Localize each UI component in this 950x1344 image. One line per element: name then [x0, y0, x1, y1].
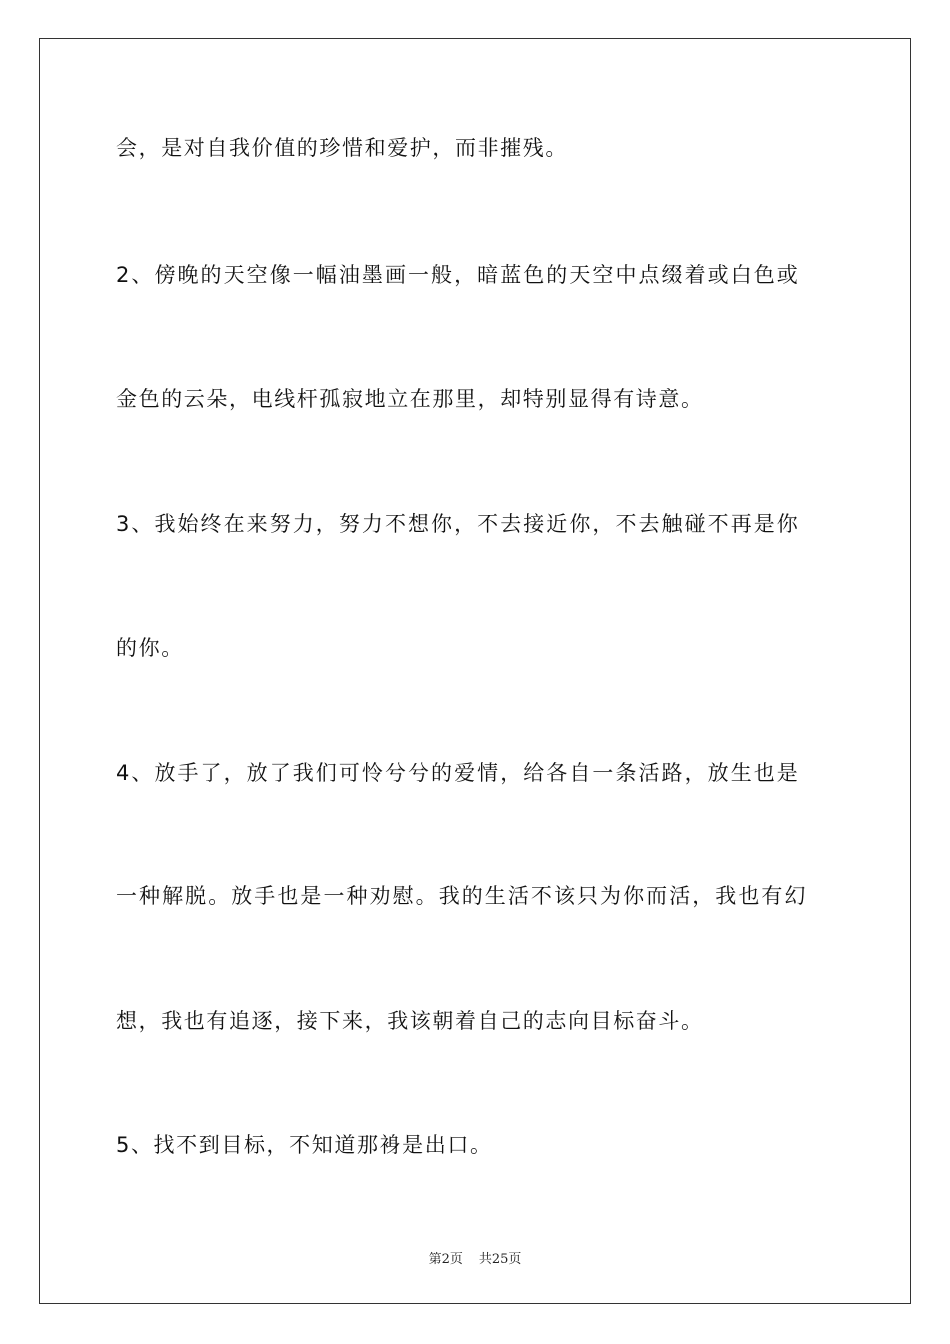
text-line: 的你。: [116, 636, 184, 660]
text-line: 3、我始终在来努力，努力不想你，不去接近你，不去触碰不再是你: [116, 512, 800, 536]
text-line: 想，我也有追逐，接下来，我该朝着自己的志向目标奋斗。: [116, 1009, 704, 1033]
page-footer: [0, 1248, 950, 1267]
text-line: 会，是对自我价值的珍惜和爱护，而非摧残。: [116, 136, 568, 160]
text-line: 4、放手了，放了我们可怜兮兮的爱情，给各自一条活路，放生也是: [116, 761, 800, 785]
page-number: 第2页: [428, 1252, 463, 1267]
text-line: 5、找不到目标，不知道那裑是出口。: [116, 1133, 493, 1157]
page-frame: [39, 38, 911, 1304]
text-line: 一种解脱。放手也是一种劝慰。我的生活不该只为你而活，我也有幻: [116, 884, 808, 908]
page-total: 共25页: [478, 1252, 522, 1267]
text-line: 金色的云朵，电线杆孤寂地立在那里，却特别显得有诗意。: [116, 387, 704, 411]
text-line: 2、傍晚的天空像一幅油墨画一般，暗蓝色的天空中点缀着或白色或: [116, 263, 800, 287]
